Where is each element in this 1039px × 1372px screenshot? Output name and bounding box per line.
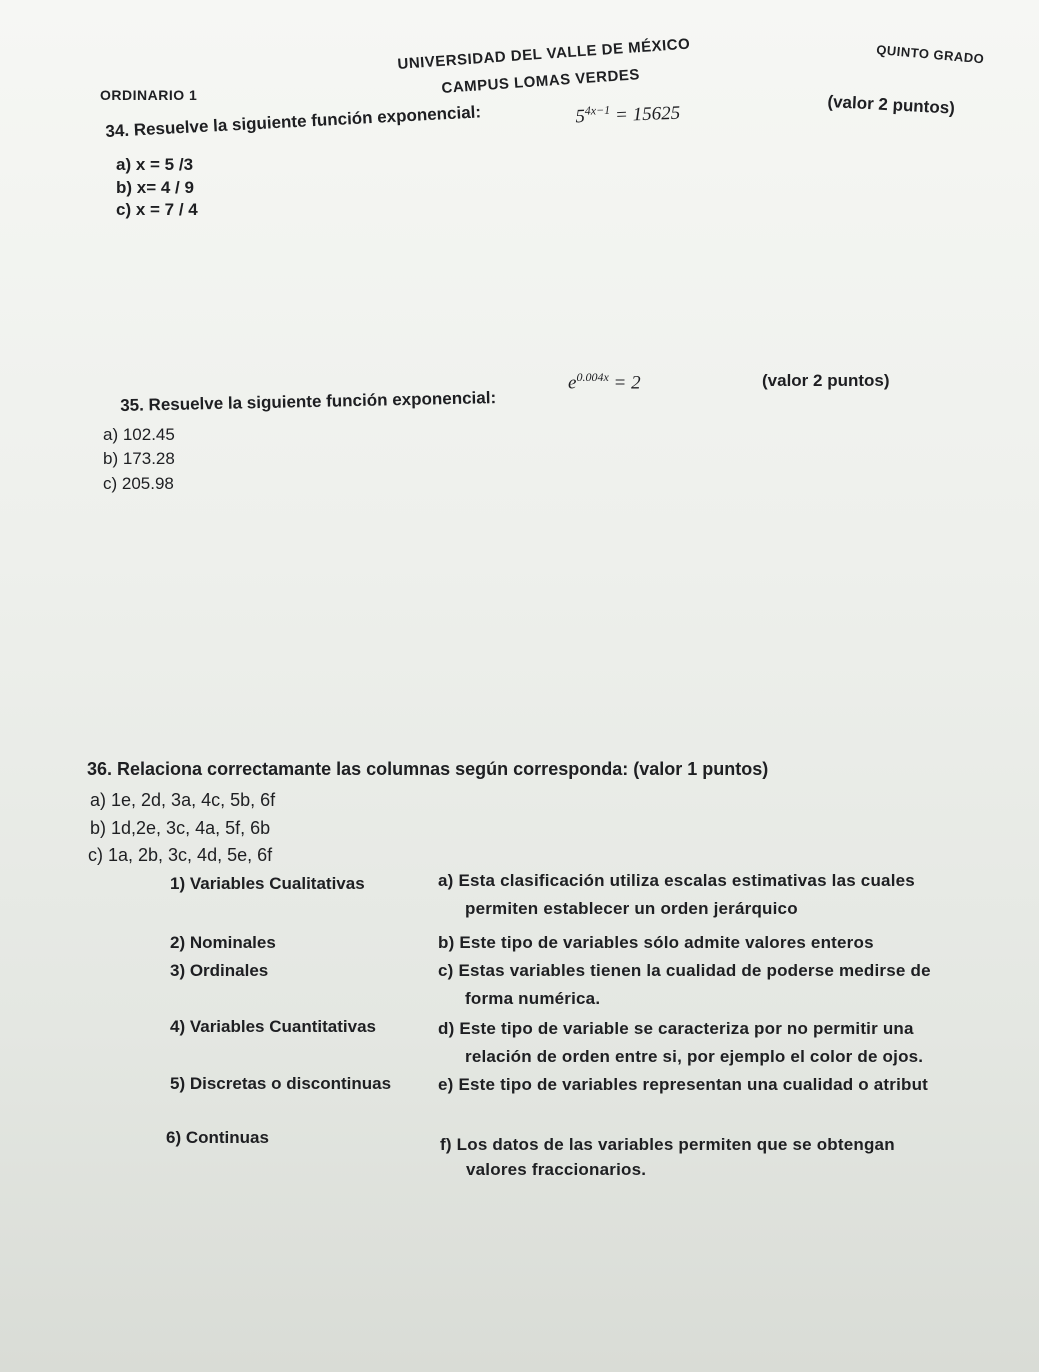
q34-option-c: c) x = 7 / 4 [116, 200, 198, 219]
q35-eq-exponent: 0.004x [576, 370, 609, 384]
q36-right-a-line2: permiten establecer un orden jerárquico [465, 899, 798, 918]
q36-option-b: b) 1d,2e, 3c, 4a, 5f, 6b [90, 818, 271, 838]
q35-eq-base: e [568, 372, 577, 394]
q36-left-6: 6) Continuas [166, 1128, 269, 1147]
campus-title: CAMPUS LOMAS VERDES [441, 66, 641, 97]
q35-equation [568, 370, 641, 394]
q36-right-c-line1: c) Estas variables tienen la cualidad de poderse medirse de [438, 961, 931, 980]
q34-eq-exponent: 4x−1 [584, 102, 611, 118]
q36-right-b: b) Este tipo de variables sólo admite valores enteros [438, 933, 874, 952]
university-title: UNIVERSIDAD DEL VALLE DE MÉXICO [397, 35, 691, 73]
q34-option-a: a) x = 5 /3 [116, 155, 194, 174]
q36-right-f-line1: f) Los datos de las variables permiten que se obtengan [440, 1135, 895, 1154]
q34-prompt: 34. Resuelve la siguiente función exponencial: [105, 102, 482, 141]
q36-right-e: e) Este tipo de variables representan una cualidad o atribut [438, 1075, 929, 1094]
q36-right-c-line2: forma numérica. [465, 989, 601, 1008]
q36-left-1: 1) Variables Cualitativas [170, 874, 365, 893]
q35-prompt: 35. Resuelve la siguiente función exponencial: [120, 388, 497, 415]
q36-right-f-line2: valores fraccionarios. [466, 1160, 647, 1179]
q36-option-a: a) 1e, 2d, 3a, 4c, 5b, 6f [90, 790, 276, 810]
q35-eq-rhs: = 2 [613, 372, 641, 394]
q34-points: (valor 2 puntos) [827, 92, 956, 118]
grade-label: QUINTO GRADO [875, 42, 985, 67]
q35-points: (valor 2 puntos) [762, 371, 890, 390]
q36-left-5: 5) Discretas o discontinuas [170, 1074, 392, 1093]
q36-prompt: 36. Relaciona correctamante las columnas según corresponda: (valor 1 puntos) [87, 759, 769, 779]
exam-label: ORDINARIO 1 [100, 87, 198, 103]
q34-option-b: b) x= 4 / 9 [116, 178, 194, 197]
q35-option-a: a) 102.45 [103, 425, 175, 444]
q36-left-4: 4) Variables Cuantitativas [170, 1017, 376, 1036]
q36-option-c: c) 1a, 2b, 3c, 4d, 5e, 6f [88, 845, 273, 865]
q34-eq-rhs: = 15625 [614, 102, 681, 126]
q36-left-3: 3) Ordinales [170, 961, 269, 980]
q36-right-a-line1: a) Esta clasificación utiliza escalas estimativas las cuales [438, 871, 915, 890]
q36-left-2: 2) Nominales [170, 933, 276, 952]
q36-right-d-line2: relación de orden entre si, por ejemplo el color de ojos. [465, 1047, 924, 1066]
q35-option-c: c) 205.98 [103, 474, 174, 493]
q34-eq-base: 5 [575, 105, 586, 128]
q35-option-b: b) 173.28 [103, 449, 175, 468]
q36-right-d-line1: d) Este tipo de variable se caracteriza por no permitir una [438, 1019, 914, 1038]
q34-equation [575, 100, 681, 128]
